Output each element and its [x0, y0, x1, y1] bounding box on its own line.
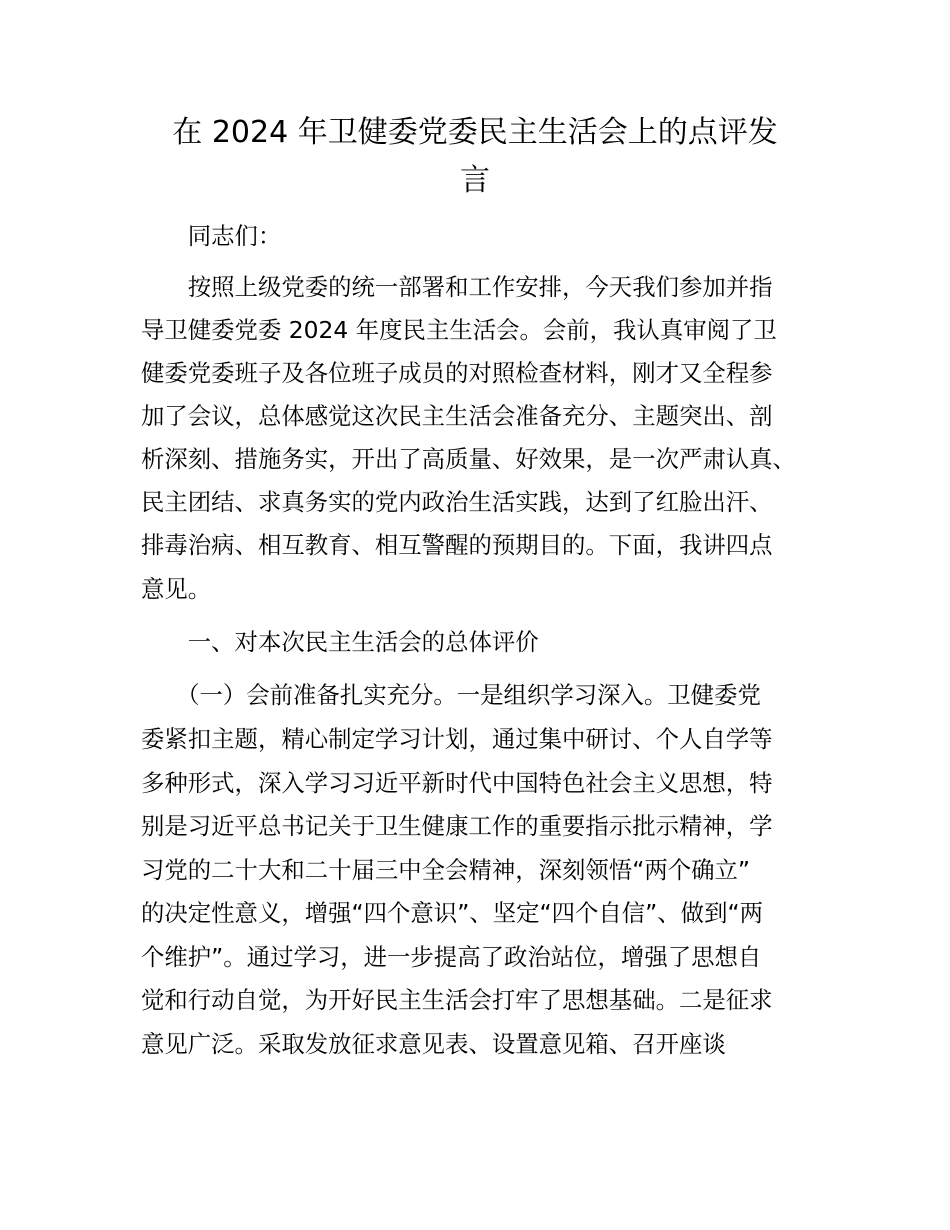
paragraph-line: 的决定性意义，增强“四个意识”、坚定“四个自信”、做到“两 [141, 899, 763, 927]
paragraph-line: 健委党委班子及各位班子成员的对照检查材料，刚才又全程参 [141, 359, 773, 387]
paragraph-line: 析深刻、措施务实，开出了高质量、好效果，是一次严肃认真、 [141, 445, 796, 473]
paragraph-line: 别是习近平总书记关于卫生健康工作的重要指示批示精神，学 [141, 812, 773, 840]
paragraph-line: 习党的二十大和二十届三中全会精神，深刻领悟“两个确立” [141, 856, 750, 884]
paragraph-line: （一）会前准备扎实充分。一是组织学习深入。卫健委党 [141, 681, 761, 709]
paragraph-line: 多种形式，深入学习习近平新时代中国特色社会主义思想，特 [141, 769, 773, 797]
paragraph-line: 觉和行动自觉，为开好民主生活会打牢了思想基础。二是征求 [141, 986, 773, 1014]
paragraph-line: 按照上级党委的统一部署和工作安排，今天我们参加并指 [141, 273, 773, 301]
document-title-line-1: 在 2024 年卫健委党委民主生活会上的点评发 [172, 115, 778, 150]
paragraph-line: 个维护”。通过学习，进一步提高了政治站位，增强了思想自 [141, 943, 762, 971]
paragraph-line: 排毒治病、相互教育、相互警醒的预期目的。下面，我讲四点 [141, 531, 773, 559]
section-heading: 一、对本次民主生活会的总体评价 [141, 628, 539, 656]
salutation: 同志们： [141, 222, 282, 250]
paragraph-line: 委紧扣主题，精心制定学习计划，通过集中研讨、个人自学等 [141, 725, 773, 753]
document-title-line-2: 言 [460, 163, 490, 198]
paragraph-line: 导卫健委党委 2024 年度民主生活会。会前，我认真审阅了卫 [141, 316, 777, 344]
paragraph-line: 意见。 [141, 575, 212, 603]
paragraph-line: 意见广泛。采取发放征求意见表、设置意见箱、召开座谈 [141, 1030, 726, 1058]
paragraph-line: 民主团结、求真务实的党内政治生活实践，达到了红脸出汗、 [141, 488, 773, 516]
paragraph-line: 加了会议，总体感觉这次民主生活会准备充分、主题突出、剖 [141, 402, 773, 430]
